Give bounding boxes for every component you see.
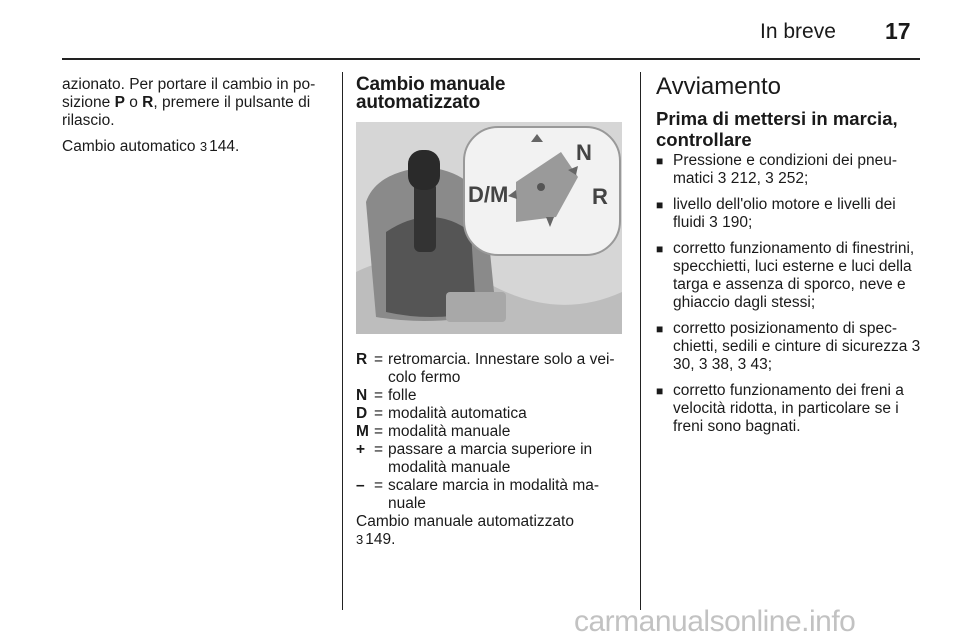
column-2 bbox=[356, 76, 626, 557]
legend-row-drive bbox=[356, 405, 626, 423]
checklist bbox=[656, 152, 926, 436]
page-reference-icon: 3 bbox=[199, 139, 208, 154]
section-title-avviamento: Avviamento bbox=[656, 73, 781, 100]
list-item: ■ corretto posizionamento di spec-chietti, sedili e cinture di sicurezza 3 30, 3 38, 3 43; bbox=[656, 320, 926, 374]
gear-r-label: R bbox=[592, 184, 608, 209]
text-segment: azionato. Per portare il cambio in po-sizione bbox=[62, 76, 316, 111]
reference-page: 144. bbox=[209, 138, 240, 155]
list-item: ■ corretto funzionamento dei freni a velocità ridotta, in particolare se i freni sono bagnati. bbox=[656, 382, 926, 436]
header-title: In breve bbox=[760, 20, 836, 43]
legend-symbol: M bbox=[356, 423, 369, 440]
gear-knob-icon bbox=[408, 150, 440, 190]
page-reference-icon: 3 bbox=[356, 532, 364, 547]
column-divider-2 bbox=[640, 72, 641, 610]
automatic-transmission-reference[interactable] bbox=[62, 138, 332, 156]
legend-equals: = bbox=[374, 423, 384, 440]
page-number: 17 bbox=[885, 18, 911, 44]
legend-text: passare a marcia superiore in modalità manuale bbox=[388, 441, 593, 476]
paragraph-shift-instructions bbox=[62, 76, 332, 130]
legend-row-upshift bbox=[356, 441, 626, 477]
column-divider-1 bbox=[342, 72, 343, 610]
legend-equals: = bbox=[374, 477, 384, 494]
minus-icon: – bbox=[356, 477, 365, 494]
legend-equals: = bbox=[374, 351, 384, 368]
legend-row-manual bbox=[356, 423, 626, 441]
text-segment: , premere il pulsante di rilascio. bbox=[62, 94, 311, 129]
plus-icon: + bbox=[356, 441, 366, 458]
legend-text: modalità manuale bbox=[388, 423, 511, 440]
watermark: carmanualsonline.info bbox=[574, 605, 856, 638]
header-divider bbox=[62, 58, 920, 60]
legend-text: scalare marcia in modalità ma-nuale bbox=[388, 477, 600, 512]
reference-page: 149. bbox=[365, 531, 396, 548]
gear-dm-label: D/M bbox=[468, 182, 509, 207]
legend-text: folle bbox=[388, 387, 417, 404]
reference-text: Cambio manuale automatizzato bbox=[356, 513, 574, 530]
text-segment: o bbox=[124, 94, 143, 111]
legend-row-downshift bbox=[356, 477, 626, 513]
list-item: ■ Pressione e condizioni dei pneu-matici 3 212, 3 252; bbox=[656, 152, 926, 188]
list-item: ■ corretto funzionamento di finestrini, specchietti, luci esterne e luci della targa e assenza di sporco, neve e ghiaccio dagli stessi; bbox=[656, 240, 926, 312]
gear-n-label: N bbox=[576, 140, 592, 165]
legend-text: retromarcia. Innestare solo a vei-colo fermo bbox=[388, 351, 615, 386]
legend-symbol: R bbox=[356, 351, 368, 368]
subsection-title: Prima di mettersi in marcia, controllare bbox=[656, 108, 898, 150]
reference-text: Cambio automatico bbox=[62, 138, 196, 155]
legend-equals: = bbox=[374, 405, 384, 422]
column-3 bbox=[656, 73, 926, 444]
column-1 bbox=[62, 76, 332, 164]
automated-manual-reference[interactable] bbox=[356, 513, 626, 549]
legend-row-reverse bbox=[356, 351, 626, 387]
legend-equals: = bbox=[374, 441, 384, 458]
legend-symbol: N bbox=[356, 387, 368, 404]
legend-text: modalità automatica bbox=[388, 405, 527, 422]
legend-row-neutral bbox=[356, 387, 626, 405]
legend-equals: = bbox=[374, 387, 384, 404]
gear-r-label: R bbox=[142, 94, 154, 111]
list-item: ■ livello dell'olio motore e livelli dei fluidi 3 190; bbox=[656, 196, 926, 232]
section-title: Cambio manuale automatizzato bbox=[356, 74, 506, 113]
gear-lever-illustration bbox=[356, 122, 622, 334]
legend bbox=[356, 351, 626, 513]
legend-symbol: D bbox=[356, 405, 368, 422]
gear-p-label: P bbox=[114, 94, 125, 111]
